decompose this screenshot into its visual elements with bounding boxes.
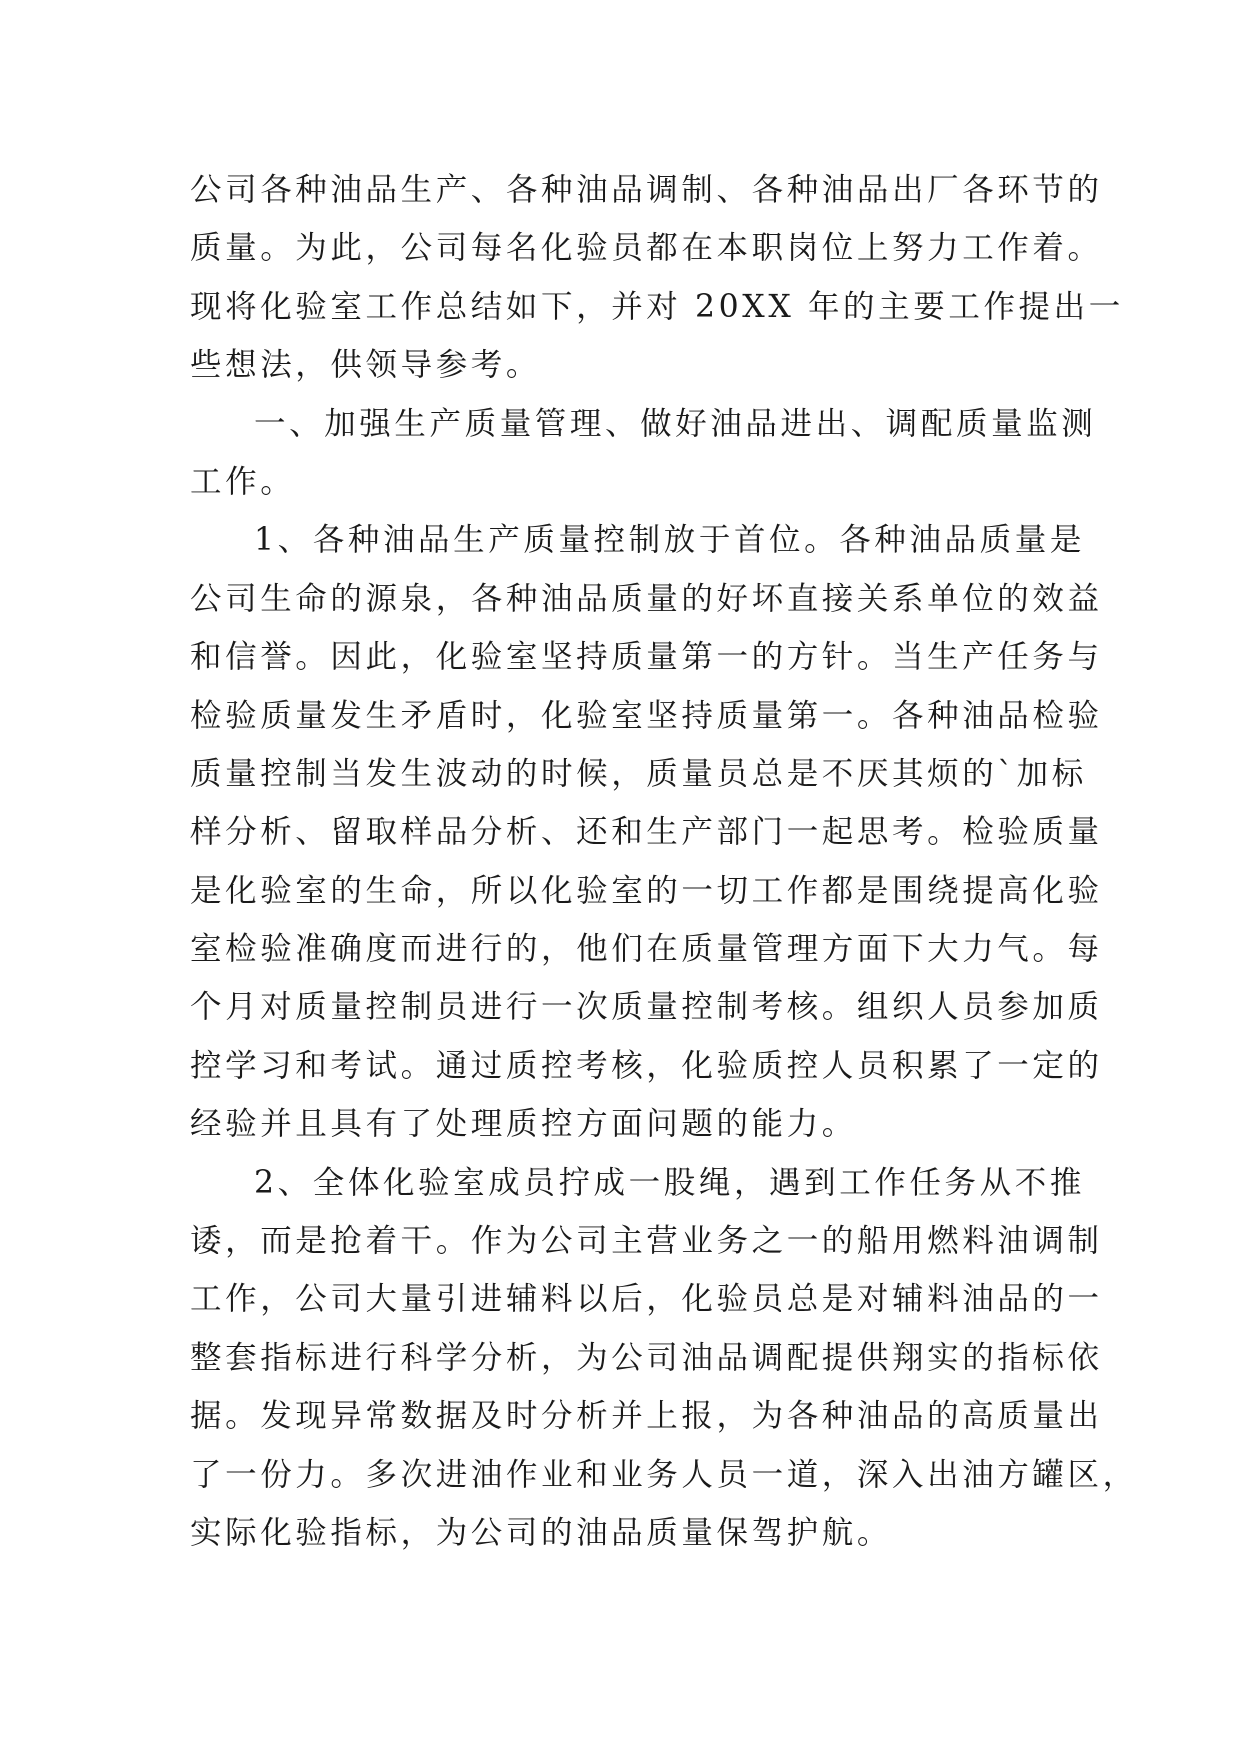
text-line: 样分析、留取样品分析、还和生产部门一起思考。检验质量	[190, 814, 1103, 851]
text-line: 据。发现异常数据及时分析并上报，为各种油品的高质量出	[190, 1398, 1103, 1435]
text-line: 公司各种油品生产、各种油品调制、各种油品出厂各环节的	[190, 172, 1103, 208]
body-text	[190, 161, 1138, 1562]
text-line: 检验质量发生矛盾时，化验室坚持质量第一。各种油品检验	[190, 697, 1103, 734]
text-line: 室检验准确度而进行的，他们在质量管理方面下大力气。每	[190, 931, 1103, 968]
text-line: 和信誉。因此，化验室坚持质量第一的方针。当生产任务与	[190, 639, 1103, 676]
paragraph-start: 2、全体化验室成员拧成一股绳，遇到工作任务从不推	[254, 1164, 1085, 1201]
text-line: 了一份力。多次进油作业和业务人员一道，深入出油方罐区，	[190, 1456, 1138, 1493]
text-line: 工作。	[190, 463, 296, 500]
text-line: 工作，公司大量引进辅料以后，化验员总是对辅料油品的一	[190, 1281, 1103, 1318]
text-line: 公司生命的源泉，各种油品质量的好坏直接关系单位的效益	[190, 580, 1103, 617]
text-line: 实际化验指标，为公司的油品质量保驾护航。	[190, 1514, 893, 1551]
text-line: 个月对质量控制员进行一次质量控制考核。组织人员参加质	[190, 989, 1103, 1026]
text-line: 整套指标进行科学分析，为公司油品调配提供翔实的指标依	[190, 1339, 1103, 1376]
text-line: 现将化验室工作总结如下，并对 20XX 年的主要工作提出一	[190, 288, 1124, 325]
text-line: 控学习和考试。通过质控考核，化验质控人员积累了一定的	[190, 1047, 1103, 1084]
text-line: 经验并且具有了处理质控方面问题的能力。	[190, 1106, 857, 1143]
section-heading: 一、加强生产质量管理、做好油品进出、调配质量监测	[254, 405, 1097, 442]
text-line: 诿，而是抢着干。作为公司主营业务之一的船用燃料油调制	[190, 1223, 1103, 1260]
text-line: 些想法，供领导参考。	[190, 347, 542, 384]
text-line: 质量控制当发生波动的时候，质量员总是不厌其烦的`加标	[190, 755, 1087, 792]
text-line: 是化验室的生命，所以化验室的一切工作都是围绕提高化验	[190, 872, 1103, 909]
text-line: 质量。为此，公司每名化验员都在本职岗位上努力工作着。	[190, 230, 1103, 267]
paragraph-start: 1、各种油品生产质量控制放于首位。各种油品质量是	[254, 522, 1085, 559]
